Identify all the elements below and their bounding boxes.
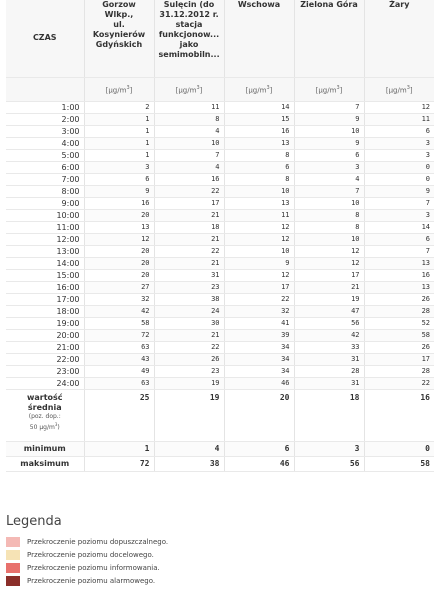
minimum-label: minimum — [6, 441, 84, 456]
value-cell: 15 — [224, 113, 294, 125]
value-cell: 10 — [154, 137, 224, 149]
unit-text: [µg/m — [105, 86, 127, 95]
value-cell: 12 — [294, 257, 364, 269]
legend-item — [6, 548, 168, 561]
station-name-line: ul. — [113, 20, 125, 29]
value-cell: 8 — [154, 113, 224, 125]
value-cell: 1 — [84, 149, 154, 161]
value-cell: 58 — [364, 329, 434, 341]
value-cell: 12 — [364, 101, 434, 113]
table-row — [6, 185, 434, 197]
station-name-line: Kosynierów — [92, 30, 146, 39]
hour-cell: 1:00 — [6, 101, 84, 113]
note-line: (poz. dop.: — [28, 412, 61, 420]
value-cell: 1 — [84, 113, 154, 125]
table-row — [6, 161, 434, 173]
value-cell: 32 — [84, 293, 154, 305]
value-cell: 12 — [224, 221, 294, 233]
value-cell: 13 — [224, 197, 294, 209]
value-cell: 9 — [294, 113, 364, 125]
station-name-line: Wschowa — [237, 0, 281, 9]
value-cell: 24 — [154, 305, 224, 317]
value-cell: 9 — [84, 185, 154, 197]
hour-cell: 12:00 — [6, 233, 84, 245]
value-cell: 9 — [224, 257, 294, 269]
hour-cell: 13:00 — [6, 245, 84, 257]
value-cell: 23 — [154, 365, 224, 377]
value-cell: 43 — [84, 353, 154, 365]
value-cell: 14 — [224, 101, 294, 113]
hour-cell: 17:00 — [6, 293, 84, 305]
minimum-value: 1 — [84, 441, 154, 456]
maximum-label: maksimum — [6, 456, 84, 471]
table-header — [6, 0, 434, 101]
value-cell: 21 — [154, 209, 224, 221]
value-cell: 7 — [364, 245, 434, 257]
value-cell: 22 — [154, 245, 224, 257]
value-cell: 26 — [364, 341, 434, 353]
value-cell: 23 — [154, 281, 224, 293]
station-name-line: stacja — [175, 20, 203, 29]
station-name-line: Gdyńskich — [95, 40, 143, 49]
station-name-line: Sulęcin (do — [163, 0, 215, 9]
hour-cell: 5:00 — [6, 149, 84, 161]
table-row — [6, 305, 434, 317]
station-header-row — [6, 0, 434, 77]
value-cell: 16 — [154, 173, 224, 185]
table-row — [6, 101, 434, 113]
average-limit-note — [10, 413, 80, 432]
value-cell: 21 — [294, 281, 364, 293]
station-name-line: semimobiln... — [158, 50, 220, 59]
hour-cell: 19:00 — [6, 317, 84, 329]
value-cell: 8 — [294, 209, 364, 221]
table-row — [6, 377, 434, 389]
value-cell: 31 — [294, 353, 364, 365]
value-cell: 63 — [84, 377, 154, 389]
table-row — [6, 221, 434, 233]
value-cell: 17 — [294, 269, 364, 281]
hour-cell: 20:00 — [6, 329, 84, 341]
unit-end: ] — [409, 86, 413, 95]
value-cell: 56 — [294, 317, 364, 329]
value-cell: 12 — [224, 269, 294, 281]
value-cell: 72 — [84, 329, 154, 341]
unit-text: [µg/m — [315, 86, 337, 95]
value-cell: 49 — [84, 365, 154, 377]
table-row — [6, 329, 434, 341]
value-cell: 12 — [224, 233, 294, 245]
legend-item — [6, 535, 168, 548]
value-cell: 38 — [154, 293, 224, 305]
legend-label: Przekroczenie poziomu dopuszczalnego. — [27, 537, 169, 546]
unit-sup: 3 — [126, 84, 130, 91]
hour-cell: 18:00 — [6, 305, 84, 317]
value-cell: 0 — [364, 173, 434, 185]
unit-cell — [294, 77, 364, 101]
unit-sup: 3 — [336, 84, 340, 91]
station-name-line: jako — [179, 40, 199, 49]
unit-end: ] — [199, 86, 203, 95]
legend-swatch — [6, 550, 20, 560]
station-name-line: funkcjonow... — [158, 30, 220, 39]
value-cell: 4 — [154, 161, 224, 173]
unit-row — [6, 77, 434, 101]
unit-cell — [364, 77, 434, 101]
time-column-header[interactable]: CZAS — [6, 0, 84, 77]
maximum-value: 58 — [364, 456, 434, 471]
value-cell: 3 — [364, 209, 434, 221]
hour-cell: 7:00 — [6, 173, 84, 185]
maximum-value: 72 — [84, 456, 154, 471]
value-cell: 3 — [364, 149, 434, 161]
value-cell: 39 — [224, 329, 294, 341]
value-cell: 22 — [364, 377, 434, 389]
value-cell: 20 — [84, 245, 154, 257]
note-line: 50 µg/m — [29, 423, 55, 431]
legend-label: Przekroczenie poziomu docelowego. — [27, 550, 154, 559]
value-cell: 4 — [154, 125, 224, 137]
average-label — [6, 389, 84, 441]
value-cell: 10 — [294, 197, 364, 209]
table-row — [6, 197, 434, 209]
value-cell: 9 — [294, 137, 364, 149]
hour-cell: 9:00 — [6, 197, 84, 209]
value-cell: 16 — [84, 197, 154, 209]
value-cell: 30 — [154, 317, 224, 329]
unit-text: [µg/m — [245, 86, 267, 95]
average-label-line: wartość — [26, 392, 63, 402]
value-cell: 18 — [154, 221, 224, 233]
unit-cell — [224, 77, 294, 101]
note-end: ) — [57, 423, 60, 431]
value-cell: 46 — [224, 377, 294, 389]
value-cell: 42 — [294, 329, 364, 341]
value-cell: 32 — [224, 305, 294, 317]
station-name-line: 31.12.2012 r. — [159, 10, 219, 19]
maximum-value: 46 — [224, 456, 294, 471]
value-cell: 28 — [364, 365, 434, 377]
average-value: 19 — [154, 389, 224, 441]
value-cell: 13 — [364, 257, 434, 269]
station-name-line: Gorzow Wlkp., — [102, 0, 136, 19]
maximum-row — [6, 456, 434, 471]
hour-cell: 3:00 — [6, 125, 84, 137]
minimum-row — [6, 441, 434, 456]
table-row — [6, 269, 434, 281]
value-cell: 6 — [224, 161, 294, 173]
hour-cell: 14:00 — [6, 257, 84, 269]
table-row — [6, 149, 434, 161]
value-cell: 6 — [84, 173, 154, 185]
value-cell: 42 — [84, 305, 154, 317]
value-cell: 11 — [364, 113, 434, 125]
maximum-value: 38 — [154, 456, 224, 471]
legend-item — [6, 561, 168, 574]
hour-cell: 16:00 — [6, 281, 84, 293]
value-cell: 16 — [364, 269, 434, 281]
unit-cell — [84, 77, 154, 101]
value-cell: 11 — [224, 209, 294, 221]
value-cell: 19 — [154, 377, 224, 389]
unit-end: ] — [269, 86, 273, 95]
hour-cell: 23:00 — [6, 365, 84, 377]
value-cell: 52 — [364, 317, 434, 329]
average-value: 20 — [224, 389, 294, 441]
value-cell: 8 — [224, 149, 294, 161]
table-row — [6, 125, 434, 137]
average-value: 25 — [84, 389, 154, 441]
value-cell: 22 — [154, 341, 224, 353]
legend-item — [6, 574, 168, 587]
value-cell: 6 — [364, 125, 434, 137]
table-body — [6, 101, 434, 471]
value-cell: 34 — [224, 365, 294, 377]
value-cell: 28 — [364, 305, 434, 317]
station-name-line: Zielona Góra — [300, 0, 358, 9]
value-cell: 31 — [154, 269, 224, 281]
value-cell: 6 — [364, 233, 434, 245]
minimum-value: 3 — [294, 441, 364, 456]
value-cell: 13 — [84, 221, 154, 233]
value-cell: 17 — [364, 353, 434, 365]
value-cell: 17 — [154, 197, 224, 209]
value-cell: 10 — [224, 245, 294, 257]
hour-cell: 2:00 — [6, 113, 84, 125]
legend-swatch — [6, 537, 20, 547]
value-cell: 6 — [294, 149, 364, 161]
value-cell: 20 — [84, 257, 154, 269]
station-header[interactable] — [364, 0, 434, 77]
average-row — [6, 389, 434, 441]
hour-cell: 11:00 — [6, 221, 84, 233]
value-cell: 11 — [154, 101, 224, 113]
legend-swatch — [6, 563, 20, 573]
legend-title: Legenda — [6, 514, 62, 529]
table-row — [6, 353, 434, 365]
value-cell: 22 — [224, 293, 294, 305]
unit-sup: 3 — [266, 84, 270, 91]
hour-cell: 10:00 — [6, 209, 84, 221]
value-cell: 7 — [294, 101, 364, 113]
value-cell: 63 — [84, 341, 154, 353]
station-header[interactable] — [224, 0, 294, 77]
value-cell: 10 — [294, 233, 364, 245]
value-cell: 31 — [294, 377, 364, 389]
table-row — [6, 341, 434, 353]
minimum-value: 0 — [364, 441, 434, 456]
average-value: 16 — [364, 389, 434, 441]
value-cell: 20 — [84, 209, 154, 221]
value-cell: 33 — [294, 341, 364, 353]
value-cell: 3 — [84, 161, 154, 173]
table-row — [6, 293, 434, 305]
value-cell: 0 — [364, 161, 434, 173]
table-row — [6, 233, 434, 245]
value-cell: 14 — [364, 221, 434, 233]
minimum-value: 4 — [154, 441, 224, 456]
hour-cell: 8:00 — [6, 185, 84, 197]
value-cell: 8 — [294, 221, 364, 233]
measurement-table — [6, 0, 434, 472]
unit-sup: 3 — [406, 84, 410, 91]
table-row — [6, 173, 434, 185]
value-cell: 12 — [84, 233, 154, 245]
hour-cell: 22:00 — [6, 353, 84, 365]
value-cell: 3 — [364, 137, 434, 149]
station-name-line: Żary — [389, 0, 410, 9]
table-row — [6, 317, 434, 329]
value-cell: 21 — [154, 233, 224, 245]
unit-cell — [154, 77, 224, 101]
legend-label: Przekroczenie poziomu alarmowego. — [27, 576, 156, 585]
value-cell: 1 — [84, 125, 154, 137]
table-row — [6, 281, 434, 293]
unit-end: ] — [129, 86, 133, 95]
value-cell: 8 — [224, 173, 294, 185]
value-cell: 13 — [364, 281, 434, 293]
table-row — [6, 245, 434, 257]
value-cell: 13 — [224, 137, 294, 149]
value-cell: 21 — [154, 257, 224, 269]
hour-cell: 4:00 — [6, 137, 84, 149]
value-cell: 20 — [84, 269, 154, 281]
value-cell: 47 — [294, 305, 364, 317]
value-cell: 3 — [294, 161, 364, 173]
unit-end: ] — [339, 86, 343, 95]
value-cell: 7 — [154, 149, 224, 161]
station-header[interactable] — [84, 0, 154, 77]
value-cell: 7 — [294, 185, 364, 197]
legend-swatch — [6, 576, 20, 586]
average-value: 18 — [294, 389, 364, 441]
hour-cell: 15:00 — [6, 269, 84, 281]
value-cell: 21 — [154, 329, 224, 341]
value-cell: 9 — [364, 185, 434, 197]
value-cell: 10 — [224, 185, 294, 197]
value-cell: 58 — [84, 317, 154, 329]
hour-cell: 21:00 — [6, 341, 84, 353]
unit-text: [µg/m — [175, 86, 197, 95]
value-cell: 26 — [154, 353, 224, 365]
table-row — [6, 365, 434, 377]
value-cell: 26 — [364, 293, 434, 305]
value-cell: 27 — [84, 281, 154, 293]
legend-label: Przekroczenie poziomu informowania. — [27, 563, 160, 572]
table-row — [6, 137, 434, 149]
hour-cell: 6:00 — [6, 161, 84, 173]
value-cell: 10 — [294, 125, 364, 137]
table-row — [6, 113, 434, 125]
value-cell: 34 — [224, 353, 294, 365]
legend — [6, 514, 168, 587]
unit-sup: 3 — [196, 84, 200, 91]
value-cell: 34 — [224, 341, 294, 353]
value-cell: 28 — [294, 365, 364, 377]
value-cell: 2 — [84, 101, 154, 113]
value-cell: 1 — [84, 137, 154, 149]
value-cell: 16 — [224, 125, 294, 137]
unit-text: [µg/m — [385, 86, 407, 95]
average-label-line: średnia — [27, 402, 62, 412]
value-cell: 4 — [294, 173, 364, 185]
unit-cell-empty — [6, 77, 84, 101]
station-header[interactable] — [294, 0, 364, 77]
maximum-value: 56 — [294, 456, 364, 471]
minimum-value: 6 — [224, 441, 294, 456]
value-cell: 17 — [224, 281, 294, 293]
hour-cell: 24:00 — [6, 377, 84, 389]
value-cell: 7 — [364, 197, 434, 209]
value-cell: 12 — [294, 245, 364, 257]
legend-items — [6, 535, 168, 587]
note-sup: 3 — [54, 421, 58, 427]
value-cell: 19 — [294, 293, 364, 305]
value-cell: 22 — [154, 185, 224, 197]
value-cell: 41 — [224, 317, 294, 329]
station-header[interactable] — [154, 0, 224, 77]
table-row — [6, 209, 434, 221]
table-row — [6, 257, 434, 269]
